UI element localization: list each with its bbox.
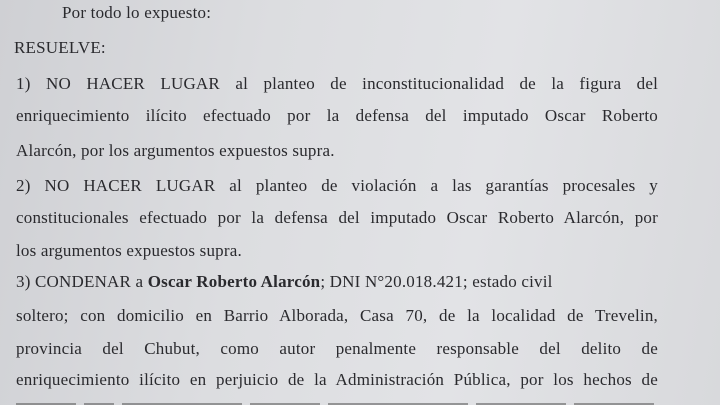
item-3-line-4: enriquecimiento ilícito en perjuicio de la Administración Pública, por los hechos de <box>16 370 658 389</box>
item-2-line-1: 2) NO HACER LUGAR al planteo de violación a las garantías procesales y <box>16 176 658 195</box>
intro-line: Por todo lo expuesto: <box>62 3 212 22</box>
item-1-line-2: enriquecimiento ilícito efectuado por la defensa del imputado Oscar Roberto <box>16 106 658 125</box>
dni-text: ; DNI N°20.018.421; estado civil <box>320 272 553 291</box>
item-1-line-1: 1) NO HACER LUGAR al planteo de inconstitucionalidad de la figura del <box>16 74 658 93</box>
item-1-line-3: Alarcón, por los argumentos expuestos supra. <box>16 141 335 160</box>
cutoff-text-fragment <box>16 396 666 405</box>
defendant-name: Oscar Roberto Alarcón <box>147 272 321 291</box>
resuelve-heading: RESUELVE: <box>14 38 106 57</box>
item-2-line-3: los argumentos expuestos supra. <box>16 241 242 260</box>
item-3-line-3: provincia del Chubut, como autor penalmente responsable del delito de <box>16 339 658 358</box>
condenar-text: 3) CONDENAR a <box>16 272 148 291</box>
item-3-line-1 <box>16 271 553 293</box>
item-3-line-2: soltero; con domicilio en Barrio Alborada, Casa 70, de la localidad de Trevelin, <box>16 306 658 325</box>
item-2-line-2: constitucionales efectuado por la defensa del imputado Oscar Roberto Alarcón, por <box>16 208 658 227</box>
